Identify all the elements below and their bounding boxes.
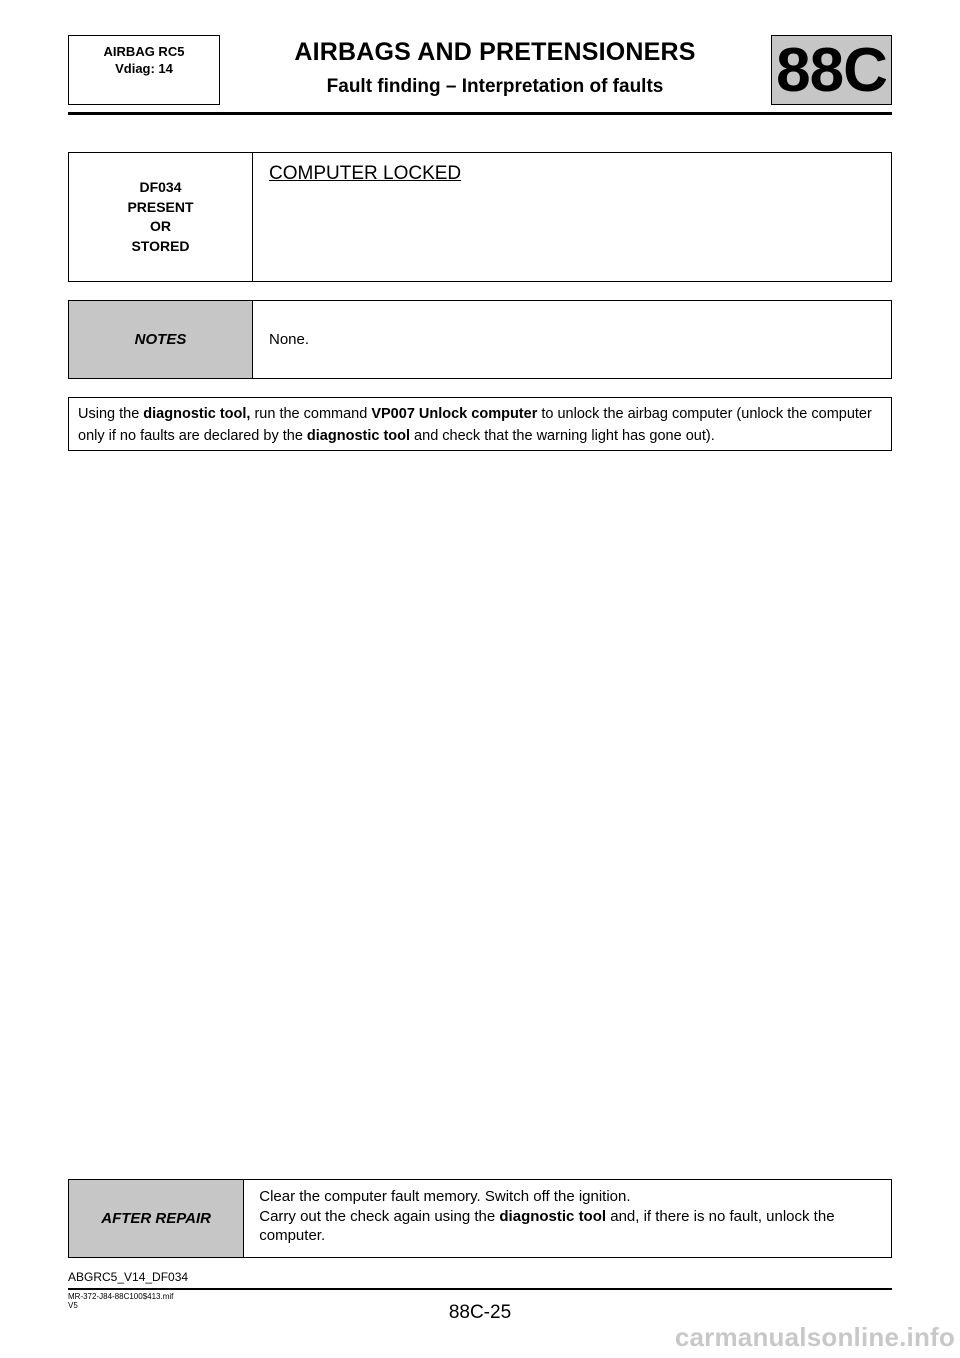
after-repair-text-part: and, if there is no fault, unlock the computer. <box>259 1207 835 1244</box>
system-name: AIRBAG RC5 <box>103 44 185 59</box>
notes-label: NOTES <box>69 301 253 378</box>
fault-status-present: PRESENT <box>127 198 194 215</box>
after-repair-tool-term: diagnostic tool <box>499 1207 607 1225</box>
after-repair-text-part: Carry out the check again using the <box>259 1207 500 1225</box>
procedure-box <box>68 397 892 451</box>
fault-code: DF034 <box>139 179 182 195</box>
fault-title: COMPUTER LOCKED <box>269 163 462 184</box>
after-repair-box <box>68 1179 892 1258</box>
file-reference <box>68 1292 173 1310</box>
procedure-text: to unlock the airbag computer (unlock the computer only if no faults are declared by the <box>78 406 872 444</box>
file-version: V5 <box>68 1301 78 1310</box>
after-repair-line <box>259 1207 891 1246</box>
procedure-tool-term: diagnostic tool <box>306 428 411 444</box>
file-name: MR-372-J84-88C100$413.mif <box>68 1292 174 1301</box>
procedure-text: and check that the warning light has gone out). <box>410 428 715 444</box>
after-repair-line: Clear the computer fault memory. Switch off the ignition. <box>259 1188 631 1205</box>
footer-divider <box>68 1288 892 1290</box>
vehicle-system-box <box>68 35 220 105</box>
header-divider <box>68 112 892 115</box>
procedure-text: Using the <box>78 406 144 422</box>
vdiag-label: Vdiag: 14 <box>115 61 173 76</box>
fault-status-stored: STORED <box>131 237 190 254</box>
procedure-tool-term: diagnostic tool, <box>143 406 251 422</box>
fault-code-cell <box>69 153 253 281</box>
procedure-text: run the command <box>250 406 372 422</box>
section-code-badge: 88C <box>771 35 892 105</box>
page-number: 88C-25 <box>448 1302 512 1323</box>
procedure-command: VP007 Unlock computer <box>371 406 538 422</box>
notes-box <box>68 300 892 379</box>
after-repair-label: AFTER REPAIR <box>69 1180 244 1257</box>
notes-text: None. <box>269 331 310 348</box>
page-title: AIRBAGS AND PRETENSIONERS <box>294 38 696 66</box>
watermark: carmanualsonline.info <box>674 1322 955 1352</box>
fault-box <box>68 152 892 282</box>
document-reference: ABGRC5_V14_DF034 <box>68 1270 189 1284</box>
after-repair-text <box>244 1180 891 1257</box>
fault-status-or: OR <box>150 218 171 234</box>
page-subtitle: Fault finding – Interpretation of faults <box>326 76 664 97</box>
